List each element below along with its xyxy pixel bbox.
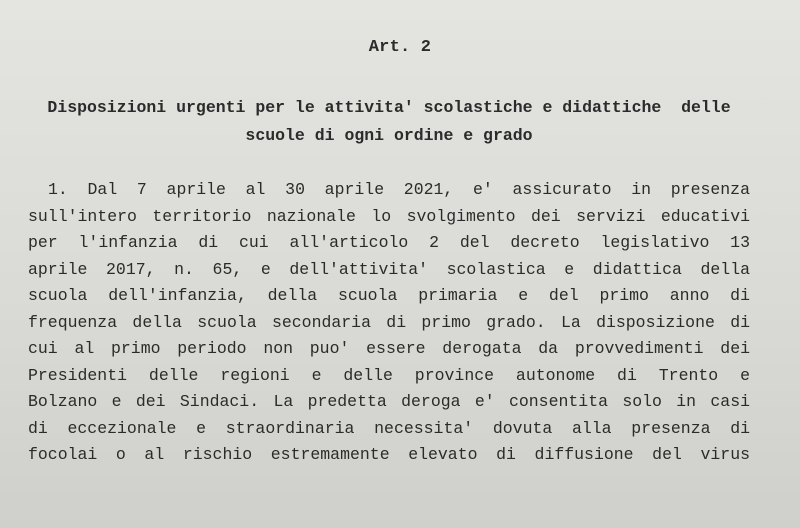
article-body bbox=[28, 177, 750, 469]
body-line: Presidenti delle regioni e delle province autonome di Trento e bbox=[28, 365, 750, 385]
body-line: 1. Dal 7 aprile al 30 aprile 2021, e' assicurato in presenza bbox=[48, 180, 750, 199]
article-title: Art. 2 bbox=[368, 38, 432, 57]
body-line: scuola dell'infanzia, della scuola primaria e del primo anno di bbox=[28, 286, 750, 305]
body-line: cui al primo periodo non puo' essere derogata da provvedimenti dei bbox=[28, 339, 750, 358]
body-line: di eccezionale e straordinaria necessita' dovuta alla presenza di bbox=[28, 418, 750, 438]
body-line: per l'infanzia di cui all'articolo 2 del decreto legislativo 13 bbox=[28, 233, 750, 252]
body-line: focolai o al rischio estremamente elevato di diffusione del virus bbox=[28, 445, 750, 464]
body-line: Bolzano e dei Sindaci. La predetta deroga e' consentita solo in casi bbox=[28, 392, 750, 411]
article-heading bbox=[28, 94, 750, 150]
heading-line: Disposizioni urgenti per le attivita' scolastiche e didattiche delle bbox=[47, 98, 731, 117]
body-line: aprile 2017, n. 65, e dell'attivita' scolastica e didattica della bbox=[28, 259, 750, 279]
body-line: sull'intero territorio nazionale lo svolgimento dei servizi educativi bbox=[28, 206, 750, 226]
heading-line: scuole di ogni ordine e grado bbox=[245, 126, 533, 145]
body-line: frequenza della scuola secondaria di primo grado. La disposizione di bbox=[28, 312, 750, 332]
